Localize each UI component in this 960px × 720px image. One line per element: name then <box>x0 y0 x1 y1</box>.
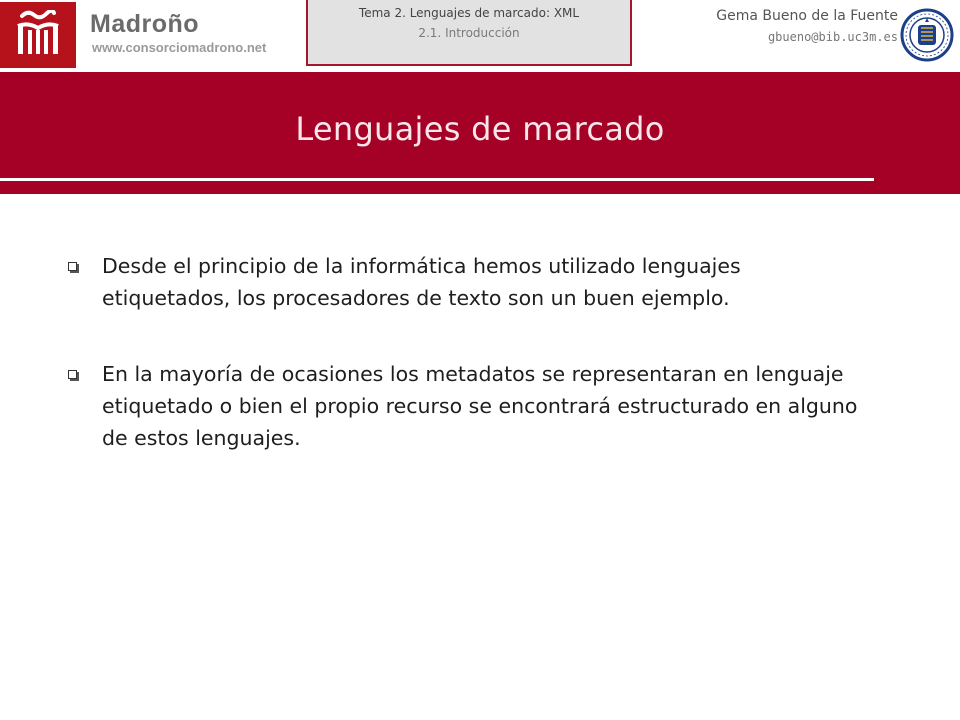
list-item <box>68 250 868 314</box>
brand-url: www.consorciomadrono.net <box>92 40 267 55</box>
topic-subtitle: 2.1. Introducción <box>418 26 520 40</box>
square-bullet-icon <box>68 370 77 379</box>
author-name: Gema Bueno de la Fuente <box>716 8 898 24</box>
topic-title: Tema 2. Lenguajes de marcado: XML <box>358 6 580 20</box>
topic-box <box>306 0 632 66</box>
bullet-text: Desde el principio de la informática hemos utilizado lenguajes etiquetados, los procesadores de texto son un buen ejemplo. <box>102 254 741 310</box>
brand-name: Madroño <box>90 10 200 38</box>
author-info <box>716 8 898 44</box>
title-divider <box>0 178 874 181</box>
author-email: gbueno@bib.uc3m.es <box>767 30 898 44</box>
list-item <box>68 358 868 454</box>
square-bullet-icon <box>68 262 77 271</box>
slide-header <box>0 0 960 72</box>
bullet-text: En la mayoría de ocasiones los metadatos se representaran en lenguaje etiquetado o bien el propio recurso se encontrará estructurado en alguno de estos lenguajes. <box>102 362 858 450</box>
madrono-logo-icon <box>10 10 66 60</box>
madrono-logo <box>0 2 76 68</box>
uc3m-seal-icon <box>900 8 954 62</box>
slide-title: Lenguajes de marcado <box>295 110 665 148</box>
bullet-list <box>68 250 868 498</box>
